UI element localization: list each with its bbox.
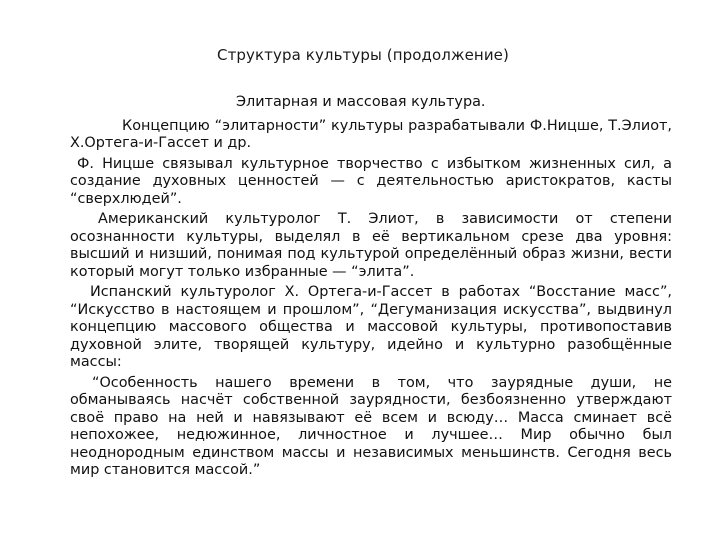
- paragraph-quote: “Особенность нашего времени в том, что заурядные души, не обманываясь насчёт собственной заурядности, безбоязненно утверждают своё право на ней и навязывают её всем и всюду… Масса сминает всё непохожее, недюжинное, личностное и лучшее… Мир обычно был неоднородным единством массы и независимых меньшинств. Сегодня весь мир становится массой.”: [70, 374, 672, 478]
- paragraph-eliot: Американский культуролог Т. Элиот, в зависимости от степени осознанности культуры, выделял в её вертикальном срезе два уровня: высший и низший, понимая под культурой определённый образ жизни, вести который могут только избранные — “элита”.: [70, 211, 672, 280]
- section-subtitle: Элитарная и массовая культура.: [236, 94, 486, 110]
- paragraph-ortega-y-gasset: Испанский культуролог Х. Ортега-и-Гассет в работах “Восстание масс”, “Искусство в настоящем и прошлом”, “Дегуманизация искусства”, выдвинул концепцию массового общества и массовой культуры, противопоставив духовной элите, творящей культуру, идейно и культурно разобщённые массы:: [70, 284, 672, 370]
- paragraph-elitism-concept: Концепцию “элитарности” культуры разрабатывали Ф.Ницше, Т.Элиот, Х.Ортега-и-Гассет и др.: [70, 117, 672, 151]
- slide-title: Структура культуры (продолжение): [217, 46, 509, 64]
- slide-body: [70, 94, 672, 480]
- paragraph-nietzsche: Ф. Ницше связывал культурное творчество с избытком жизненных сил, а создание духовных ценностей — с деятельностью аристократов, касты “сверхлюдей”.: [70, 155, 672, 207]
